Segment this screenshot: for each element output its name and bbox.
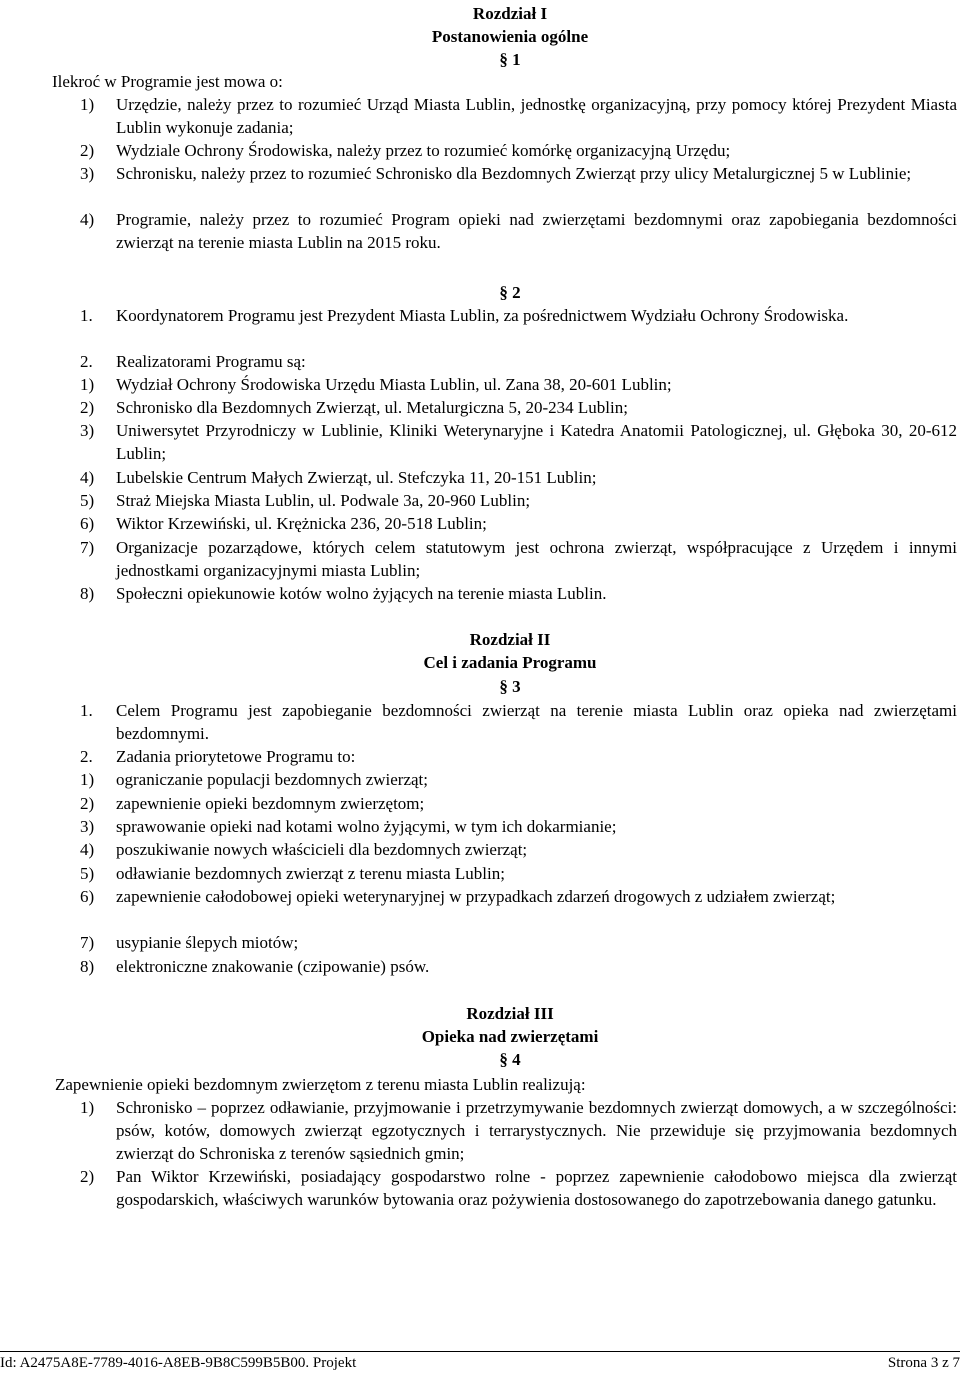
realizer-item-2: 2) Schronisko dla Bezdomnych Zwierząt, ul. Metalurgiczna 5, 20-234 Lublin; <box>80 398 628 417</box>
section-2-paragraph-2: 2. Realizatorami Programu są: <box>80 352 306 371</box>
task-item-5: 5) odławianie bezdomnych zwierząt z terenu miasta Lublin; <box>80 864 505 883</box>
task-item-3: 3) sprawowanie opieki nad kotami wolno żyjącymi, w tym ich dokarmianie; <box>80 817 617 836</box>
realizer-item-4: 4) Lubelskie Centrum Małych Zwierząt, ul. Stefczyka 11, 20-151 Lublin; <box>80 468 597 487</box>
section-2-paragraph-1: 1. Koordynatorem Programu jest Prezydent Miasta Lublin, za pośrednictwem Wydziału Ochrony Środowiska. <box>80 306 849 325</box>
chapter-2-title: Rozdział II <box>469 630 551 649</box>
care-item-2: 2) Pan Wiktor Krzewiński, posiadający gospodarstwo rolne - poprzez zapewnienie całodobowo miejsca dla zwierząt gospodarskich, właściwych warunków bytowania oraz pożywienia dostosowanego do zapotrzebowania danego gatunku. <box>80 1167 957 1209</box>
realizer-item-3: 3) Uniwersytet Przyrodniczy w Lublinie, Kliniki Weterynaryjne i Katedra Anatomii Patologicznej, ul. Głęboka 30, 20-612 Lublin; <box>80 421 957 463</box>
section-3-paragraph-2: 2. Zadania priorytetowe Programu to: <box>80 747 356 766</box>
chapter-1-subtitle: Postanowienia ogólne <box>431 27 589 46</box>
care-item-1: 1) Schronisko – poprzez odławianie, przyjmowanie i przetrzymywanie bezdomnych zwierząt domowych, a w szczególności: psów, kotów, domowych zwierząt egzotycznych i terrarystycznych. Nie przewiduje się przyjmowania bezdomnych zwierząt do Schroniska z terenów sąsiednich gmin; <box>80 1098 957 1163</box>
task-item-8: 8) elektroniczne znakowanie (czipowanie) psów. <box>80 957 430 976</box>
task-item-1: 1) ograniczanie populacji bezdomnych zwierząt; <box>80 770 428 789</box>
realizer-item-8: 8) Społeczni opiekunowie kotów wolno żyjących na terenie miasta Lublin. <box>80 584 607 603</box>
definition-item-1: 1) Urzędzie, należy przez to rozumieć Urząd Miasta Lublin, jednostkę organizacyjną, przy pomocy której Prezydent Miasta Lublin wykonuje zadania; <box>80 95 957 137</box>
chapter-3-intro: Zapewnienie opieki bezdomnym zwierzętom z terenu miasta Lublin realizują: <box>55 1075 586 1094</box>
chapter-3-subtitle: Opieka nad zwierzętami <box>421 1027 599 1046</box>
realizer-item-7: 7) Organizacje pozarządowe, których celem statutowym jest ochrona zwierząt, współpracujące z Urzędem i innymi jednostkami organizacyjnymi miasta Lublin; <box>80 538 957 580</box>
task-item-2: 2) zapewnienie opieki bezdomnym zwierzętom; <box>80 794 425 813</box>
definition-item-2: 2) Wydziale Ochrony Środowiska, należy przez to rozumieć komórkę organizacyjną Urzędu; <box>80 141 731 160</box>
section-1-heading: § 1 <box>499 50 521 69</box>
chapter-2-subtitle: Cel i zadania Programu <box>423 653 597 672</box>
realizer-item-5: 5) Straż Miejska Miasta Lublin, ul. Podwale 3a, 20-960 Lublin; <box>80 491 531 510</box>
document-id: Id: A2475A8E-7789-4016-A8EB-9B8C599B5B00. Projekt <box>0 1355 357 1371</box>
chapter-1-intro: Ilekroć w Programie jest mowa o: <box>52 72 283 91</box>
chapter-3-title: Rozdział III <box>466 1004 554 1023</box>
footer-divider <box>0 1351 960 1352</box>
section-4-heading: § 4 <box>499 1050 521 1069</box>
page-number: Strona 3 z 7 <box>887 1355 960 1371</box>
chapter-1-title: Rozdział I <box>472 4 548 23</box>
section-3-heading: § 3 <box>499 677 521 696</box>
task-item-4: 4) poszukiwanie nowych właścicieli dla bezdomnych zwierząt; <box>80 840 528 859</box>
realizer-item-1: 1) Wydział Ochrony Środowiska Urzędu Miasta Lublin, ul. Zana 38, 20-601 Lublin; <box>80 375 672 394</box>
definition-item-4: 4) Programie, należy przez to rozumieć Program opieki nad zwierzętami bezdomnymi oraz zapobiegania bezdomności zwierząt na terenie miasta Lublin na 2015 roku. <box>80 210 957 252</box>
task-item-6: 6) zapewnienie całodobowej opieki weterynaryjnej w przypadkach zdarzeń drogowych z udziałem zwierząt; <box>80 887 836 906</box>
task-item-7: 7) usypianie ślepych miotów; <box>80 933 299 952</box>
definition-item-3: 3) Schronisku, należy przez to rozumieć Schronisko dla Bezdomnych Zwierząt przy ulicy Metalurgicznej 5 w Lublinie; <box>80 164 912 183</box>
section-3-paragraph-1: 1. Celem Programu jest zapobieganie bezdomności zwierząt na terenie miasta Lublin oraz opieka nad zwierzętami bezdomnymi. <box>80 701 957 743</box>
realizer-item-6: 6) Wiktor Krzewiński, ul. Krężnicka 236, 20-518 Lublin; <box>80 514 487 533</box>
section-2-heading: § 2 <box>499 283 521 302</box>
